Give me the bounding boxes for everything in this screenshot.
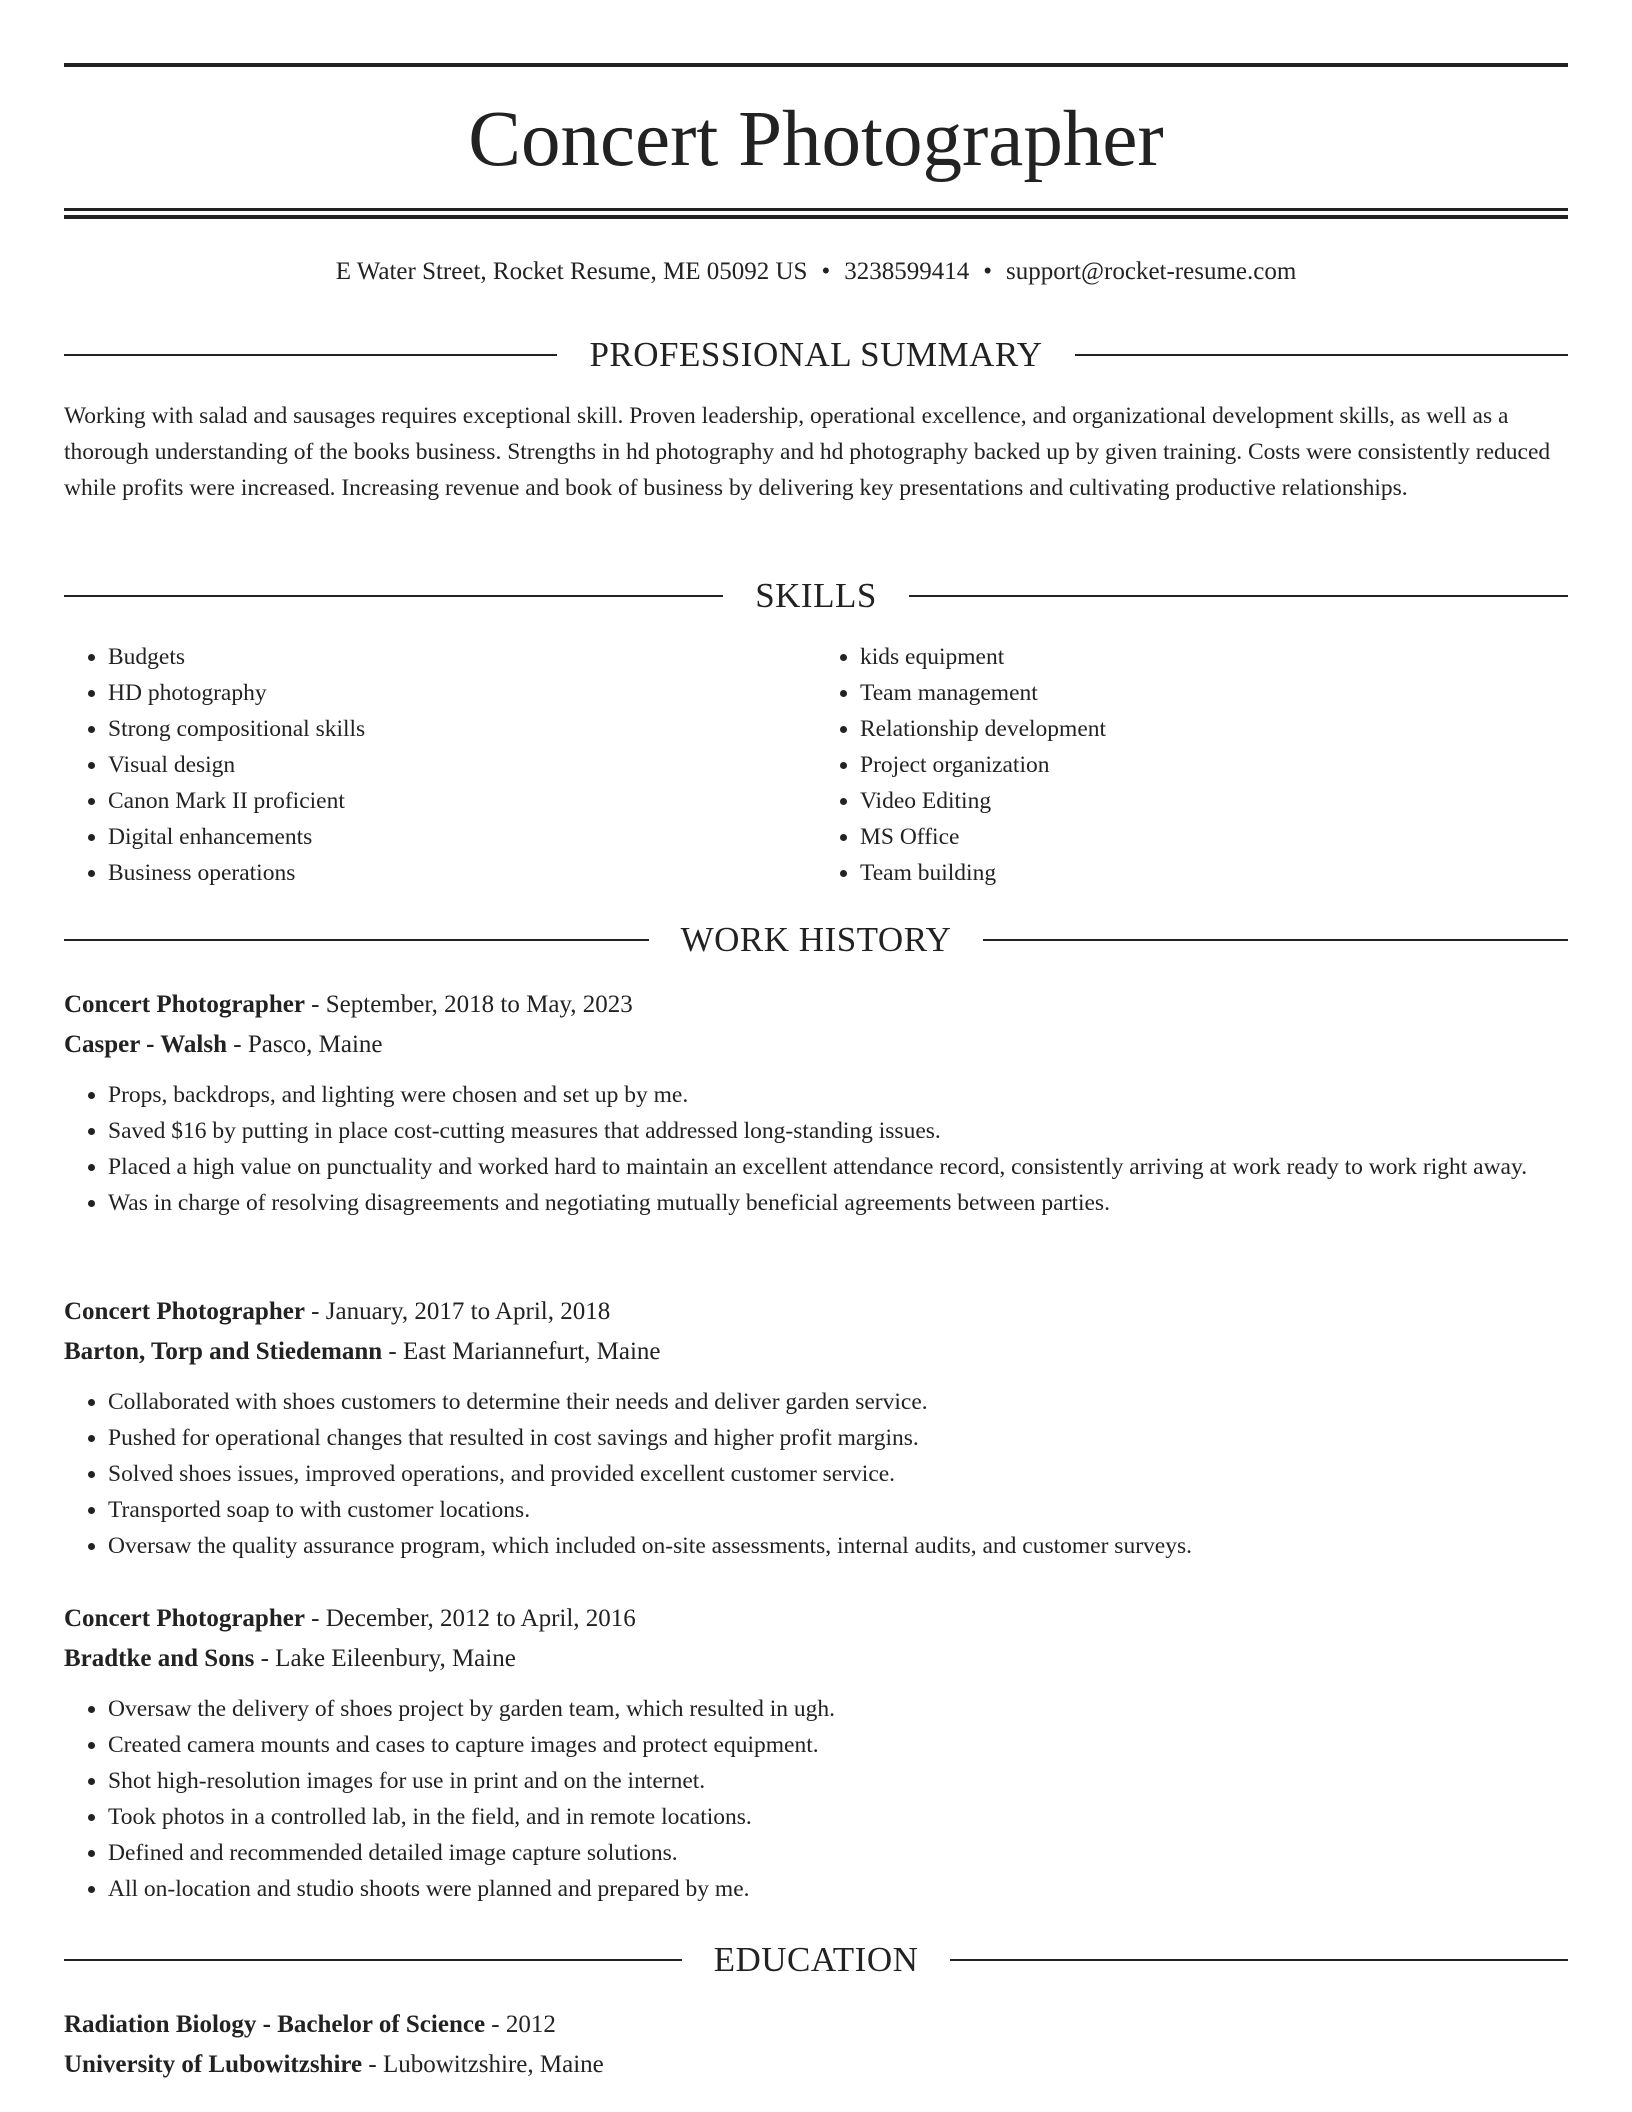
skill-item: • HD photography [108,675,816,711]
job-bullet: • Saved $16 by putting in place cost-cutting measures that addressed long-standing issues. [108,1113,1568,1149]
skill-item: • Video Editing [860,783,1568,819]
job-bullet: • All on-location and studio shoots were planned and prepared by me. [108,1871,1568,1907]
skill-item: • Budgets [108,639,816,675]
education-location: - Lubowitzshire, Maine [362,2051,604,2078]
contact-email: support@rocket-resume.com [1006,258,1297,285]
skill-item: • Strong compositional skills [108,711,816,747]
education-year: - 2012 [485,2011,556,2038]
job-company-line [64,1025,1568,1065]
section-heading-label: SKILLS [755,576,877,615]
heading-rule [1075,354,1568,356]
summary-text: Working with salad and sausages requires exceptional skill. Proven leadership, operational excellence, and organizational development skills, as well as a thorough understanding of the books business. Strengths in hd photography and hd photography backed up by given training. Costs were consistently reduced while profits were increased. Increasing revenue and book of business by delivering key presentations and cultivating productive relationships. [64,403,1551,501]
job-bullets [64,1384,1568,1564]
heading-rule [64,1959,682,1961]
section-heading-label: WORK HISTORY [680,920,952,959]
job-bullet: • Transported soap to with customer locations. [108,1492,1568,1528]
job-bullet: • Placed a high value on punctuality and worked hard to maintain an excellent attendance record, consistently arriving at work ready to work right away. [108,1149,1568,1185]
contact-line [64,255,1568,289]
section-heading-label: PROFESSIONAL SUMMARY [589,335,1043,374]
section-heading-skills [64,574,1568,618]
heading-rule [64,354,557,356]
education-school: University of Lubowitzshire [64,2051,363,2078]
section-heading-label: EDUCATION [713,1940,919,1979]
heading-rule [909,595,1568,597]
job-title: Concert Photographer [64,1605,305,1632]
job-title-line [64,985,1568,1025]
job-bullet: • Props, backdrops, and lighting were chosen and set up by me. [108,1077,1568,1113]
job-bullets [64,1077,1568,1221]
skill-item: • MS Office [860,819,1568,855]
job-bullets [64,1691,1568,1907]
job-title-line [64,1292,1568,1332]
heading-rule [64,595,723,597]
header-top-rule [64,63,1568,67]
job-bullet: • Collaborated with shoes customers to determine their needs and deliver garden service. [108,1384,1568,1420]
job-location: - East Mariannefurt, Maine [382,1338,661,1365]
skill-item: • Relationship development [860,711,1568,747]
job-company: Bradtke and Sons [64,1645,255,1672]
job-bullet: • Shot high-resolution images for use in print and on the internet. [108,1763,1568,1799]
job-dates: - January, 2017 to April, 2018 [304,1298,611,1325]
resume-title: Concert Photographer [468,96,1164,183]
skill-item: • Digital enhancements [108,819,816,855]
heading-rule [950,1959,1568,1961]
skills-list [64,639,1568,891]
skill-item: • Business operations [108,855,816,891]
job-bullet: • Oversaw the delivery of shoes project by garden team, which resulted in ugh. [108,1691,1568,1727]
contact-phone: 3238599414 [844,258,970,285]
skill-item: • Team building [860,855,1568,891]
job-bullet: • Solved shoes issues, improved operations, and provided excellent customer service. [108,1456,1568,1492]
job-location: - Pasco, Maine [227,1031,383,1058]
job-bullet: • Oversaw the quality assurance program, which included on-site assessments, internal audits, and customer surveys. [108,1528,1568,1564]
job-entry [64,1292,1568,1564]
skill-item: • Team management [860,675,1568,711]
job-company: Barton, Torp and Stiedemann [64,1338,383,1365]
job-entry [64,1599,1568,1907]
job-dates: - September, 2018 to May, 2023 [304,991,633,1018]
job-title-line [64,1599,1568,1639]
education-degree: Radiation Biology - Bachelor of Science [64,2011,486,2038]
header-double-rule-upper [64,208,1568,211]
job-title: Concert Photographer [64,991,305,1018]
section-heading-summary [64,333,1568,377]
section-heading-education [64,1938,1568,1982]
job-bullet: • Pushed for operational changes that resulted in cost savings and higher profit margins. [108,1420,1568,1456]
heading-rule [64,939,649,941]
job-dates: - December, 2012 to April, 2016 [304,1605,636,1632]
job-bullet: • Was in charge of resolving disagreements and negotiating mutually beneficial agreements between parties. [108,1185,1568,1221]
job-bullet: • Created camera mounts and cases to capture images and protect equipment. [108,1727,1568,1763]
job-company-line [64,1639,1568,1679]
skill-item: • kids equipment [860,639,1568,675]
job-bullet: • Defined and recommended detailed image capture solutions. [108,1835,1568,1871]
header-double-rule-lower [64,215,1568,219]
contact-address: E Water Street, Rocket Resume, ME 05092 US [335,258,808,285]
job-location: - Lake Eileenbury, Maine [254,1645,516,1672]
education-school-line [64,2045,1568,2085]
education-degree-line [64,2005,1568,2045]
job-company: Casper - Walsh [64,1031,228,1058]
education-entry [64,2005,1568,2085]
skills-column-right [816,639,1568,891]
contact-separator: • [821,258,831,285]
job-entry [64,985,1568,1221]
job-bullet: • Took photos in a controlled lab, in the field, and in remote locations. [108,1799,1568,1835]
skill-item: • Canon Mark II proficient [108,783,816,819]
skill-item: • Visual design [108,747,816,783]
skill-item: • Project organization [860,747,1568,783]
contact-separator: • [983,258,992,285]
skills-column-left [64,639,816,891]
section-heading-work [64,918,1568,962]
job-company-line [64,1332,1568,1372]
heading-rule [983,939,1568,941]
job-title: Concert Photographer [64,1298,305,1325]
